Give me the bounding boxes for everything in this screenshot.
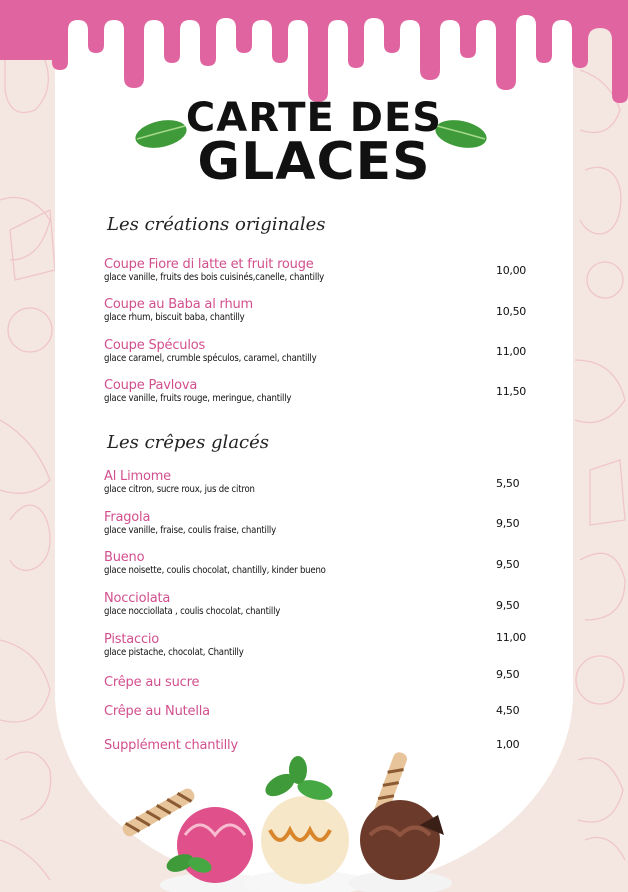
page-title-line1: CARTE DES — [185, 95, 443, 141]
menu-item — [104, 704, 524, 719]
item-name: Al Limome — [104, 469, 171, 484]
item-price: 10,00 — [496, 264, 526, 277]
item-price: 11,50 — [496, 385, 526, 398]
item-price: 10,50 — [496, 305, 526, 318]
menu-item — [104, 378, 524, 404]
section-heading: Les crêpes glacés — [107, 432, 270, 453]
item-price: 9,50 — [496, 668, 520, 681]
item-name: Coupe Spéculos — [104, 338, 206, 353]
ice-cream-illustration — [120, 745, 470, 892]
menu-item — [104, 591, 524, 617]
item-name: Crêpe au Nutella — [104, 704, 210, 719]
menu-item — [104, 550, 524, 576]
menu-item — [104, 632, 524, 658]
item-price: 4,50 — [496, 704, 520, 717]
pink-drip-decoration — [0, 0, 628, 110]
menu-item — [104, 675, 524, 690]
item-name: Fragola — [104, 510, 151, 525]
menu-item — [104, 510, 524, 536]
item-desc: glace vanille, fraise, coulis fraise, chantilly — [104, 525, 276, 536]
item-name: Bueno — [104, 550, 145, 565]
item-price: 11,00 — [496, 631, 526, 644]
item-price: 1,00 — [496, 738, 520, 751]
item-price: 9,50 — [496, 599, 520, 612]
menu-item — [104, 338, 524, 364]
menu-item — [104, 257, 524, 283]
item-desc: glace vanille, fruits des bois cuisinés,canelle, chantilly — [104, 272, 325, 283]
item-price: 5,50 — [496, 477, 520, 490]
item-price: 9,50 — [496, 558, 520, 571]
item-desc: glace pistache, chocolat, Chantilly — [104, 647, 244, 658]
item-desc: glace noisette, coulis chocolat, chantilly, kinder bueno — [104, 565, 326, 576]
item-name: Coupe Fiore di latte et fruit rouge — [104, 257, 314, 272]
item-desc: glace rhum, biscuit baba, chantilly — [104, 312, 245, 323]
item-name: Coupe au Baba al rhum — [104, 297, 253, 312]
item-desc: glace vanille, fruits rouge, meringue, chantilly — [104, 393, 292, 404]
menu-item — [104, 469, 524, 495]
item-desc: glace nocciollata , coulis chocolat, chantilly — [104, 606, 281, 617]
item-name: Supplément chantilly — [104, 738, 238, 753]
item-price: 9,50 — [496, 517, 520, 530]
item-name: Pistaccio — [104, 632, 160, 647]
item-name: Crêpe au sucre — [104, 675, 200, 690]
item-name: Coupe Pavlova — [104, 378, 198, 393]
item-desc: glace caramel, crumble spéculos, caramel, chantilly — [104, 353, 317, 364]
item-desc: glace citron, sucre roux, jus de citron — [104, 484, 255, 495]
item-price: 11,00 — [496, 345, 526, 358]
page-title-line2: GLACES — [197, 132, 431, 192]
section-heading: Les créations originales — [107, 214, 326, 235]
item-name: Nocciolata — [104, 591, 171, 606]
menu-item — [104, 297, 524, 323]
